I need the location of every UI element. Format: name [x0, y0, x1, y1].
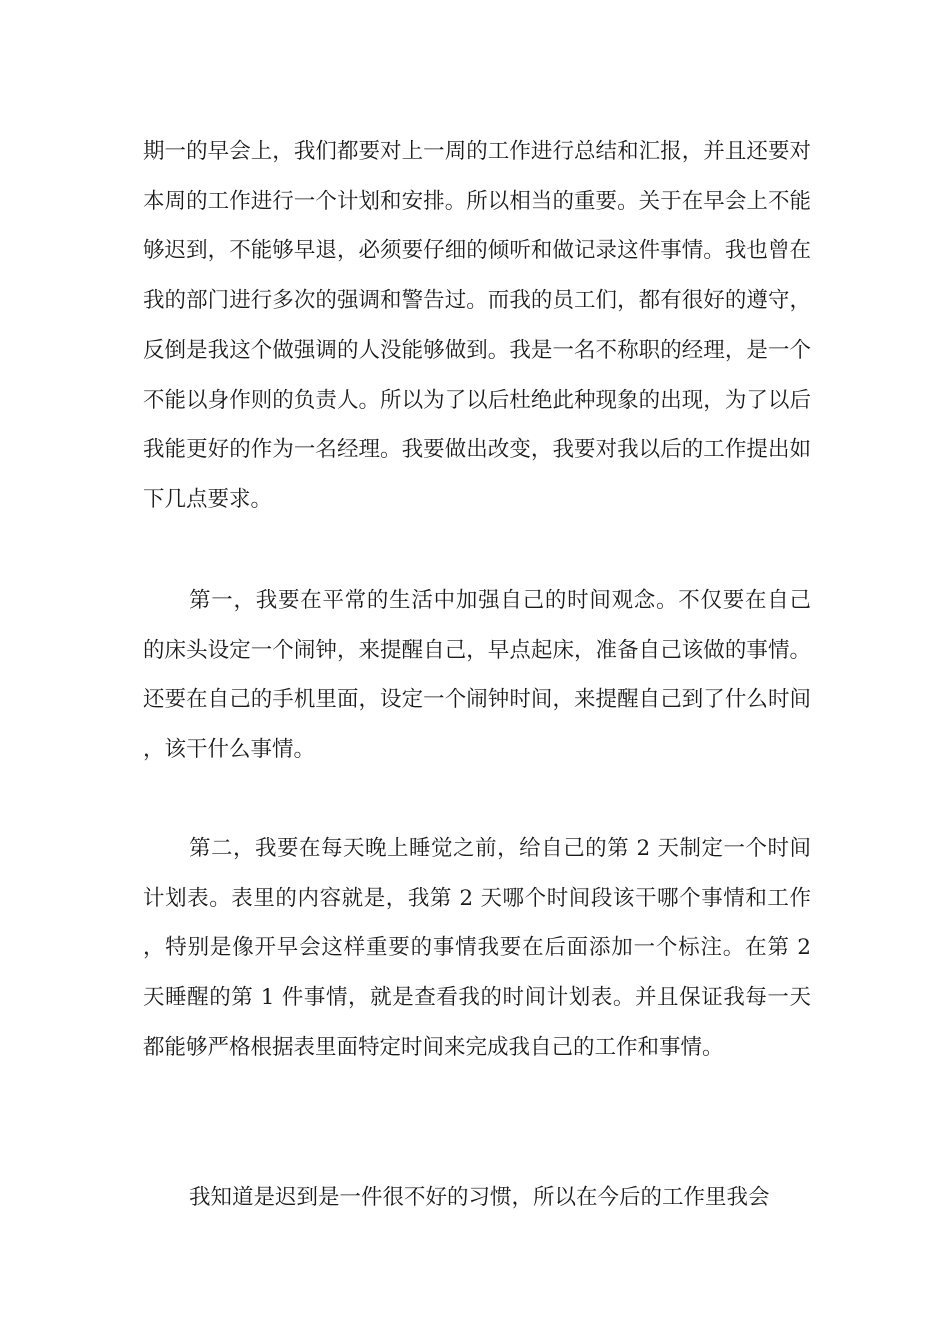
body-paragraph-2: 第一，我要在平常的生活中加强自己的时间观念。不仅要在自己的床头设定一个闹钟，来提醒自己，早点起床，准备自己该做的事情。还要在自己的手机里面，设定一个闹钟时间，来提醒自己到了什么时间，该干什么事情。 [143, 588, 811, 763]
body-paragraph-3: 第二，我要在每天晚上睡觉之前，给自己的第 2 天制定一个时间计划表。表里的内容就是，我第 2 天哪个时间段该干哪个事情和工作，特别是像开早会这样重要的事情我要在后面添加一个标注。在第 2 天睡醒的第 1 件事情，就是查看我的时间计划表。并且保证我每一天都能够严格根据表里面特定时间来完成我自己的工作和事情。 [143, 836, 811, 1060]
body-paragraph-4: 我知道是迟到是一件很不好的习惯，所以在今后的工作里我会 [189, 1185, 770, 1210]
body-paragraph-1: 期一的早会上，我们都要对上一周的工作进行总结和汇报，并且还要对本周的工作进行一个计划和安排。所以相当的重要。关于在早会上不能够迟到，不能够早退，必须要仔细的倾听和做记录这件事情。我也曾在我的部门进行多次的强调和警告过。而我的员工们，都有很好的遵守，反倒是我这个做强调的人没能够做到。我是一名不称职的经理，是一个不能以身作则的负责人。所以为了以后杜绝此种现象的出现，为了以后我能更好的作为一名经理。我要做出改变，我要对我以后的工作提出如下几点要求。 [143, 139, 811, 512]
